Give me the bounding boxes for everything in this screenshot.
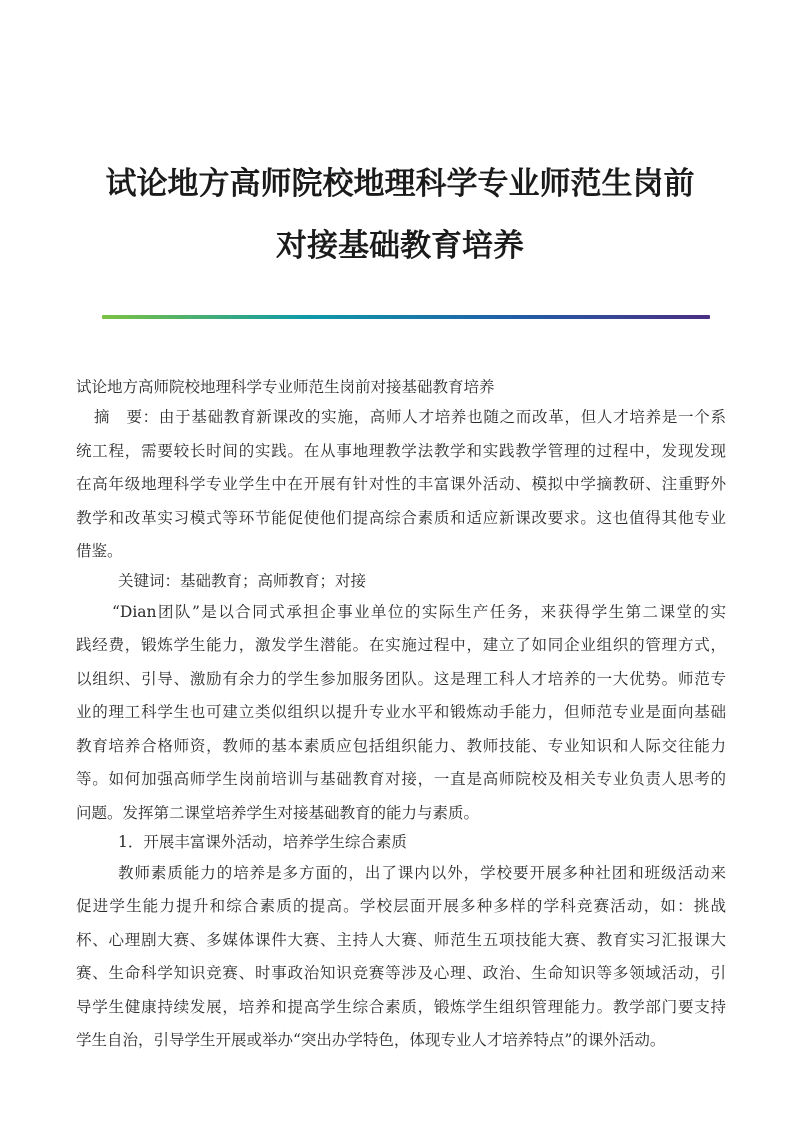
paragraph-line: 杯、心理剧大赛、多媒体课件大赛、主持人大赛、师范生五项技能大赛、教育实习汇报课大 (76, 931, 726, 949)
paragraph-line: 教师素质能力的培养是多方面的，出了课内以外，学校要开展多种社团和班级活动来 (118, 864, 726, 882)
paragraph-line: 促进学生能力提升和综合素质的提高。学校层面开展多种多样的学科竞赛活动，如：挑战 (76, 897, 726, 915)
paragraph-line: 学生自治，引导学生开展或举办“突出办学特色，体现专业人才培养特点”的课外活动。 (76, 1031, 666, 1049)
paragraph-line: 导学生健康持续发展，培养和提高学生综合素质，锻炼学生组织管理能力。教学部门要支持 (76, 998, 726, 1016)
abstract-line: 在高年级地理科学专业学生中在开展有针对性的丰富课外活动、模拟中学摘教研、注重野外 (76, 475, 726, 493)
abstract-line: 教学和改革实习模式等环节能促使他们提高综合素质和适应新课改要求。这也值得其他专业 (76, 509, 726, 527)
article-subtitle: 试论地方高师院校地理科学专业师范生岗前对接基础教育培养 (76, 378, 495, 396)
abstract-line: 借鉴。 (76, 542, 123, 560)
abstract-line: 摘 要：由于基础教育新课改的实施，高师人才培养也随之而改革，但人才培养是一个系 (94, 408, 726, 426)
paragraph-line: 等。如何加强高师学生岗前培训与基础教育对接，一直是高师院校及相关专业负责人思考的 (76, 770, 726, 788)
paragraph-line: 教育培养合格师资，教师的基本素质应包括组织能力、教师技能、专业知识和人际交往能力 (76, 737, 726, 755)
document-title-line-1: 试论地方高师院校地理科学专业师范生岗前 (105, 166, 695, 202)
document-title-line-2: 对接基础教育培养 (276, 228, 524, 264)
paragraph-line: 践经费，锻炼学生能力，激发学生潜能。在实施过程中，建立了如同企业组织的管理方式， (76, 636, 726, 654)
paragraph-line: 赛、生命科学知识竞赛、时事政治知识竞赛等涉及心理、政治、生命知识等多领域活动，引 (76, 964, 726, 982)
paragraph-line: 问题。发挥第二课堂培养学生对接基础教育的能力与素质。 (76, 804, 480, 822)
section-heading: 1．开展丰富课外活动，培养学生综合素质 (118, 833, 407, 851)
paragraph-line: 以组织、引导、激励有余力的学生参加服务团队。这是理工科人才培养的一大优势。师范专 (76, 670, 726, 688)
paragraph-line: “Dian团队”是以合同式承担企事业单位的实际生产任务，来获得学生第二课堂的实 (112, 603, 726, 621)
title-divider-rule (102, 315, 710, 319)
keywords-line: 关键词：基础教育；高师教育；对接 (118, 572, 367, 590)
paragraph-line: 业的理工科学生也可建立类似组织以提升专业水平和锻炼动手能力，但师范专业是面向基础 (76, 703, 726, 721)
abstract-line: 统工程，需要较长时间的实践。在从事地理教学法教学和实践教学管理的过程中，发现发现 (76, 442, 726, 460)
